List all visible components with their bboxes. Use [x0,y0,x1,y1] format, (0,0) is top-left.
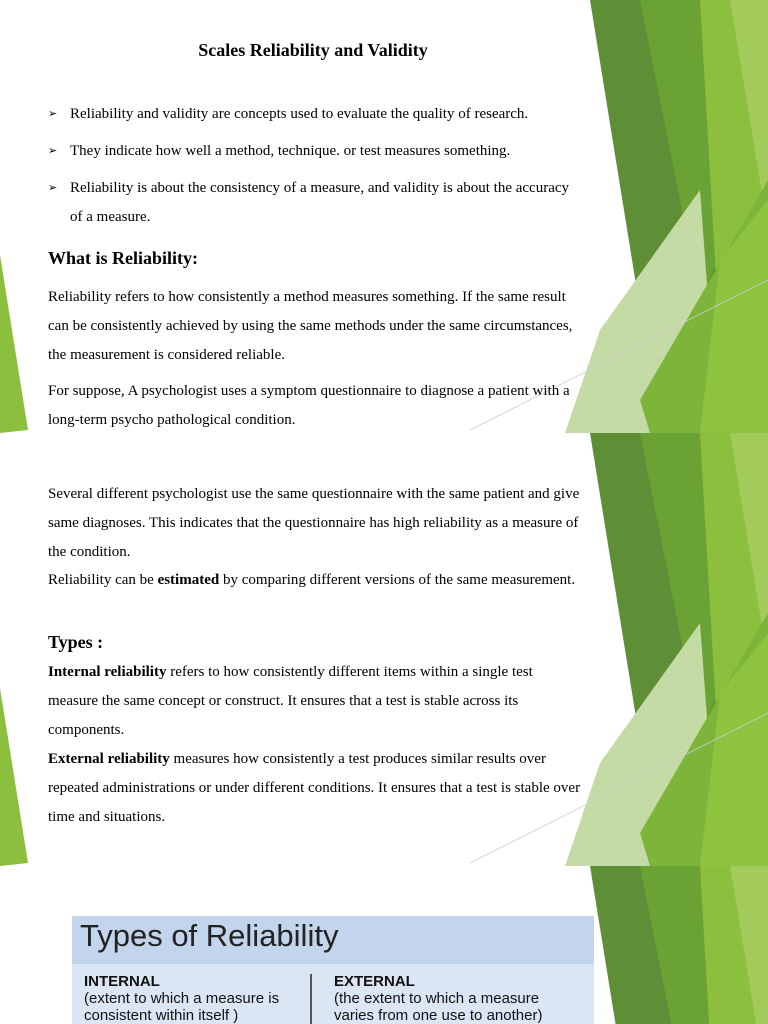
arrow-bullet-icon: ➢ [48,107,58,120]
page-title: Scales Reliability and Validity [198,40,428,60]
bullet-item-1: ➢ Reliability and validity are concepts used to evaluate the quality of research. [48,100,578,129]
slide-3 [0,866,768,1024]
internal-column: INTERNAL (extent to which a measure is consistent within itself ) [84,973,280,1024]
banner-title: Types of Reliability [80,918,339,953]
slide-1 [0,0,768,433]
external-reliability-paragraph: External reliability measures how consistently a test produces similar results over repeated administrations or under different conditions. It ensures that a test is stable over time and situations. [48,751,581,825]
paragraph: Reliability can be estimated by comparing different versions of the same measurement. [48,572,576,588]
types-heading: Types : [48,632,104,652]
internal-reliability-paragraph: Internal reliability refers to how consistently different items within a single test measure the same concept or construct. It ensures that a test is stable across its components. [48,664,533,738]
external-column: EXTERNAL (the extent to which a measure varies from one use to another) [334,973,543,1024]
arrow-bullet-icon: ➢ [48,181,58,194]
paragraph: Reliability refers to how consistently a method measures something. If the same result can be consistently achieved by using the same methods under the same circumstances, the measurement is considered reliable. [48,289,573,363]
types-of-reliability-image [72,916,594,1024]
paragraph: For suppose, A psychologist uses a symptom questionnaire to diagnose a patient with a long-term psycho pathological condition. [48,383,570,428]
paragraph: Several different psychologist use the same questionnaire with the same patient and give same diagnoses. This indicates that the questionnaire has high reliability as a measure of the condition. [48,486,580,560]
section-heading: What is Reliability: [48,248,199,268]
bullet-item-3: ➢ Reliability is about the consistency of a measure, and validity is about the accuracy of a measure. [48,174,578,232]
bullet-item-2: ➢ They indicate how well a method, technique. or test measures something. [48,137,578,166]
slide-2 [0,433,768,866]
arrow-bullet-icon: ➢ [48,144,58,157]
column-divider [310,974,312,1024]
